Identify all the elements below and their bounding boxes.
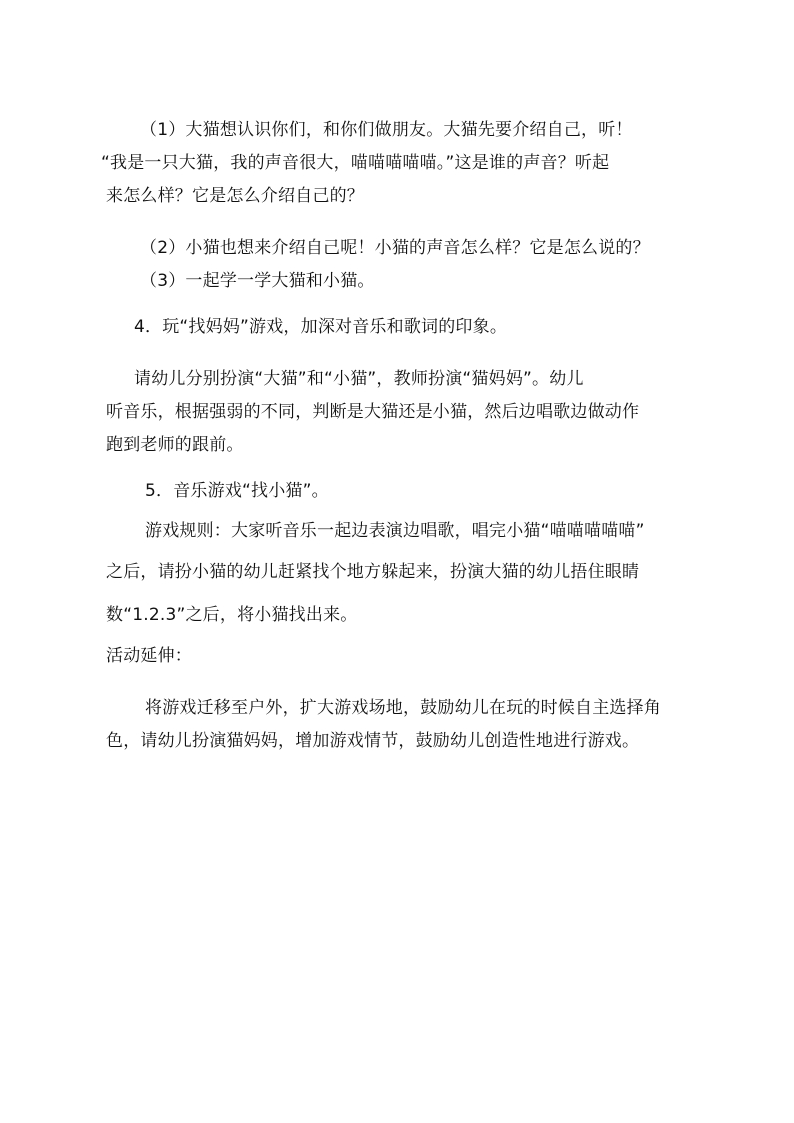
text-line: 之后，请扮小猫的幼儿赶紧找个地方躲起来，扮演大猫的幼儿捂住眼睛 (106, 562, 640, 582)
text-line: 数“1.2.3”之后，将小猫找出来。 (106, 605, 358, 625)
section-heading: 4．玩“找妈妈”游戏，加深对音乐和歌词的印象。 (134, 317, 508, 337)
text-line: 来怎么样？它是怎么介绍自己的？ (106, 186, 364, 206)
section-heading: 5．音乐游戏“找小猫”。 (145, 481, 329, 501)
text-line: （3）一起学一学大猫和小猫。 (140, 271, 375, 291)
text-line: 将游戏迁移至户外，扩大游戏场地，鼓励幼儿在玩的时候自主选择角 (145, 698, 661, 718)
text-line: 请幼儿分别扮演“大猫”和“小猫”，教师扮演“猫妈妈”。幼儿 (134, 369, 584, 389)
text-line: “我是一只大猫，我的声音很大，喵喵喵喵喵。”这是谁的声音？听起 (101, 153, 610, 173)
text-line: 跑到老师的跟前。 (106, 435, 244, 455)
text-line: （1）大猫想认识你们，和你们做朋友。大猫先要介绍自己，听！ (140, 120, 633, 140)
text-line: 游戏规则：大家听音乐一起边表演边唱歌，唱完小猫“喵喵喵喵喵” (145, 521, 645, 541)
text-line: 听音乐，根据强弱的不同，判断是大猫还是小猫，然后边唱歌边做动作 (106, 402, 640, 422)
section-heading: 活动延伸： (106, 646, 192, 666)
text-line: （2）小猫也想来介绍自己呢！小猫的声音怎么样？它是怎么说的？ (140, 238, 650, 258)
text-line: 色，请幼儿扮演猫妈妈，增加游戏情节，鼓励幼儿创造性地进行游戏。 (106, 731, 640, 751)
